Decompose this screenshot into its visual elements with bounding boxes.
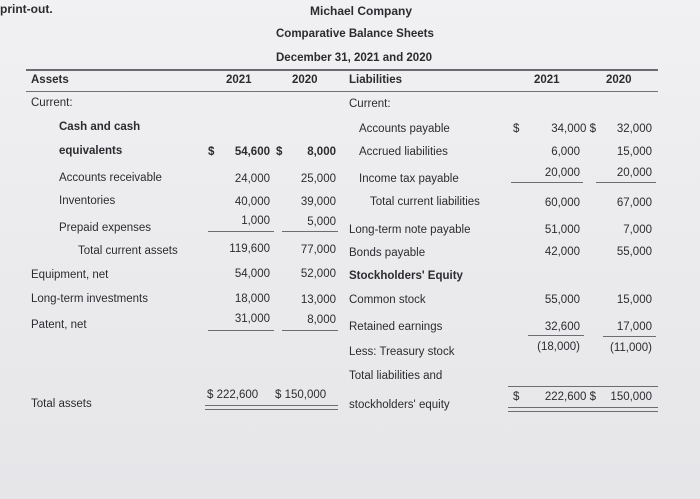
re-2021-rule [528, 335, 584, 336]
total-le-2020: 150,000 [610, 391, 652, 403]
lti-label: Long-term investments [31, 293, 148, 305]
itp-2020-rule [596, 182, 656, 183]
tcl-2021: 60,000 [544, 197, 580, 209]
total-assets-2020: $ 150,000 [275, 389, 327, 401]
assets-heading: Assets [31, 74, 69, 86]
accrued-2020: 15,000 [616, 146, 652, 158]
total-le-top-rule [508, 386, 658, 387]
total-le-double-rule [508, 407, 658, 412]
accrued-2021: 6,000 [551, 146, 580, 158]
tca-label: Total current assets [78, 245, 178, 257]
re-2020-rule [603, 336, 656, 337]
ap-label: Accounts payable [359, 123, 450, 135]
itp-2021: 20,000 [544, 167, 580, 179]
total-le-2021: 222,600 $ [544, 391, 596, 403]
bonds-2020: 55,000 [616, 246, 652, 258]
liab-current-label: Current: [349, 98, 391, 110]
cash-2020-dollar: $ [276, 146, 283, 158]
patent-2021: 31,000 [234, 313, 270, 325]
equipment-2021: 54,000 [234, 268, 270, 280]
assets-year-2021: 2021 [226, 74, 252, 86]
accrued-label: Accrued liabilities [359, 146, 448, 158]
retained-earnings-2020: 17,000 [616, 321, 652, 333]
header-bottom-rule [26, 91, 658, 92]
ap-2021: 34,000 $ [551, 123, 596, 135]
common-stock-label: Common stock [349, 294, 426, 306]
total-assets-double-rule [205, 405, 338, 410]
total-le-label-line2: stockholders' equity [349, 399, 450, 411]
cash-2021: 54,600 [234, 146, 270, 158]
cash-2021-dollar: $ [208, 146, 215, 158]
treasury-stock-2020: (11,000) [610, 342, 652, 354]
inventories-2020: 39,000 [300, 196, 336, 208]
assets-current-label: Current: [31, 97, 73, 109]
liab-year-2021: 2021 [534, 74, 560, 86]
prepaid-label: Prepaid expenses [59, 222, 152, 234]
equity-heading: Stockholders' Equity [349, 270, 463, 282]
liab-year-2020: 2020 [606, 74, 632, 86]
retained-earnings-label: Retained earnings [349, 321, 443, 333]
treasury-stock-label: Less: Treasury stock [349, 346, 455, 358]
print-out-note: print-out. [0, 2, 53, 16]
bonds-2021: 42,000 [544, 246, 580, 258]
tca-2020: 77,000 [300, 244, 336, 256]
ap-2020: 32,000 [616, 123, 652, 135]
common-stock-2021: 55,000 [544, 294, 580, 306]
tcl-2020: 67,000 [616, 197, 652, 209]
treasury-stock-2021: (18,000) [537, 341, 580, 353]
liabilities-heading: Liabilities [349, 74, 403, 86]
lti-2020: 13,000 [300, 294, 336, 306]
ap-dollar: $ [513, 123, 520, 135]
cash-label-line1: Cash and cash [59, 121, 141, 133]
ltnp-2020: 7,000 [623, 224, 652, 236]
tca-2021: 119,600 [229, 243, 270, 255]
total-assets-label: Total assets [31, 398, 92, 410]
assets-year-2020: 2020 [292, 74, 318, 86]
report-title: Comparative Balance Sheets [276, 28, 434, 40]
equipment-2020: 52,000 [300, 268, 336, 280]
prepaid-2021: 1,000 [241, 215, 270, 227]
tcl-label: Total current liabilities [370, 196, 480, 208]
header-top-rule [26, 69, 658, 71]
ar-label: Accounts receivable [59, 172, 162, 184]
patent-2021-rule [208, 330, 274, 331]
inventories-label: Inventories [59, 195, 116, 207]
itp-2021-rule [511, 182, 583, 183]
itp-label: Income tax payable [359, 173, 459, 185]
total-le-dollar: $ [513, 391, 520, 403]
patent-label: Patent, net [31, 319, 87, 331]
equipment-label: Equipment, net [31, 269, 109, 281]
retained-earnings-2021: 32,600 [544, 321, 580, 333]
company-name: Michael Company [310, 4, 413, 18]
inventories-2021: 40,000 [234, 196, 270, 208]
patent-2020-rule [282, 330, 338, 331]
lti-2021: 18,000 [234, 293, 270, 305]
prepaid-2020-rule [282, 231, 338, 232]
total-le-label-line1: Total liabilities and [349, 370, 443, 382]
prepaid-2021-rule [208, 231, 274, 232]
total-assets-2021: $ 222,600 [207, 389, 259, 401]
common-stock-2020: 15,000 [616, 294, 652, 306]
ar-2021: 24,000 [234, 173, 270, 185]
ltnp-label: Long-term note payable [349, 224, 471, 236]
ltnp-2021: 51,000 [544, 224, 580, 236]
report-date: December 31, 2021 and 2020 [276, 52, 432, 64]
ar-2020: 25,000 [300, 173, 336, 185]
patent-2020: 8,000 [307, 314, 336, 326]
cash-2020: 8,000 [307, 146, 336, 158]
bonds-label: Bonds payable [349, 247, 426, 259]
cash-label-line2: equivalents [59, 145, 123, 157]
itp-2020: 20,000 [616, 167, 652, 179]
prepaid-2020: 5,000 [307, 216, 336, 228]
